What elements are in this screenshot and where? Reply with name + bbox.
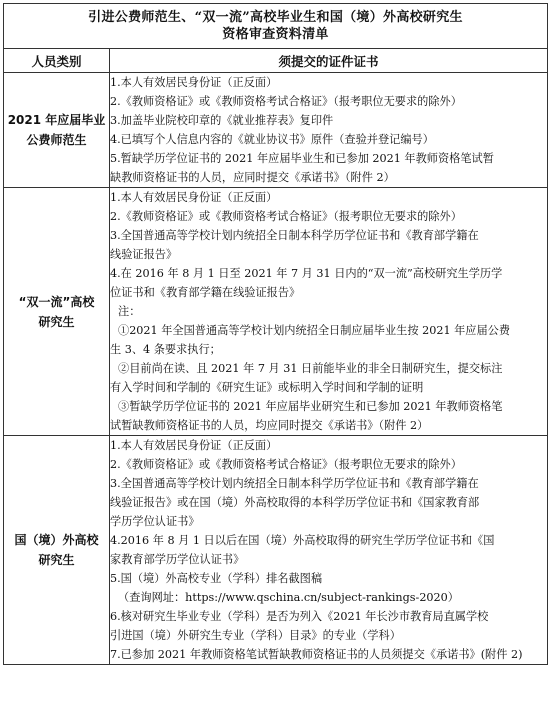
note-line: ②目前尚在读、且 2021 年 7 月 31 日前能毕业的非全日制研究生，提交标注 xyxy=(118,362,503,375)
note-line: 有入学时间和学制的《研究生证》或标明入学时间和学制的证明 xyxy=(110,381,424,394)
requirement-line: 5.暂缺学历学位证书的 2021 年应届毕业生和已参加 2021 年教师资格笔试暂 xyxy=(110,152,494,165)
requirement-line: 线验证报告》 xyxy=(110,248,178,261)
table-row-double-first-class xyxy=(4,188,548,436)
category-line: 研究生 xyxy=(38,553,75,567)
category-line: “双一流”高校 xyxy=(18,294,95,309)
requirement-line: 引进国（境）外研究生专业（学科）目录》的专业（学科） xyxy=(110,629,401,642)
note-line: 试暂缺教师资格证书的人员，均应同时提交《承诺书》（附件 2） xyxy=(110,419,429,432)
documents-cell xyxy=(110,73,548,188)
requirement-line: 学历学位认证书》 xyxy=(110,515,200,528)
category-line: 2021 年应届毕业 xyxy=(7,113,106,127)
table-row-fresh-graduates xyxy=(4,73,548,188)
requirement-line: 1.本人有效居民身份证（正反面） xyxy=(110,439,278,452)
requirement-line: 4.已填写个人信息内容的《就业协议书》原件（查验并登记编号） xyxy=(110,133,434,146)
category-cell xyxy=(4,73,110,188)
requirement-line: 1.本人有效居民身份证（正反面） xyxy=(110,191,278,204)
title-row xyxy=(4,4,548,49)
title-line-2: 资格审查资料清单 xyxy=(222,27,329,42)
category-line: 国（境）外高校 xyxy=(14,533,99,547)
requirement-line: 3.全国普通高等学校计划内统招全日制本科学历学位证书和《教育部学籍在 xyxy=(110,229,479,242)
note-line: ①2021 年全国普通高等学校计划内统招全日制应届毕业生按 2021 年应届公费 xyxy=(118,324,511,337)
requirement-line: 3.全国普通高等学校计划内统招全日制本科学历学位证书和《教育部学籍在 xyxy=(110,477,479,490)
documents-cell xyxy=(110,436,548,665)
header-row xyxy=(4,49,548,73)
query-url-line: （查询网址：https://www.qschina.cn/subject-rankings-2020） xyxy=(118,591,459,604)
requirement-line: 家教育部学历学位认证书》 xyxy=(110,553,245,566)
header-documents: 须提交的证件证书 xyxy=(110,49,548,73)
note-line: 生 3、4 条要求执行； xyxy=(110,343,221,356)
requirement-line: 线验证报告》或在国（境）外高校取得的本科学历学位证书和《国家教育部 xyxy=(110,496,480,509)
note-line: ③暂缺学历学位证书的 2021 年应届毕业研究生和已参加 2021 年教师资格笔 xyxy=(118,400,503,413)
requirement-line: 6.核对研究生毕业专业（学科）是否为列入《2021 年长沙市教育局直属学校 xyxy=(110,610,489,623)
requirement-line: 3.加盖毕业院校印章的《就业推荐表》复印件 xyxy=(110,114,334,127)
title-line-1: 引进公费师范生、“双一流”高校毕业生和国（境）外高校研究生 xyxy=(88,10,463,25)
requirement-line: 2.《教师资格证》或《教师资格考试合格证》（报考职位无要求的除外） xyxy=(110,95,462,108)
requirement-line: 5.国（境）外高校专业（学科）排名截图稿 xyxy=(110,572,323,585)
requirement-line: 1.本人有效居民身份证（正反面） xyxy=(110,76,278,89)
note-label: 注： xyxy=(118,305,141,318)
category-line: 公费师范生 xyxy=(26,133,87,147)
category-line: 研究生 xyxy=(38,314,75,329)
requirement-line: 缺教师资格证书的人员，应同时提交《承诺书》（附件 2） xyxy=(110,171,395,184)
requirement-line: 4.2016 年 8 月 1 日以后在国（境）外高校取得的研究生学历学位证书和《国 xyxy=(110,534,495,547)
requirement-line: 2.《教师资格证》或《教师资格考试合格证》（报考职位无要求的除外） xyxy=(110,210,462,223)
qualification-checklist-table xyxy=(3,3,548,665)
requirement-line: 7.已参加 2021 年教师资格笔试暂缺教师资格证书的人员须提交《承诺书》(附件 2) xyxy=(110,648,523,661)
category-cell xyxy=(4,188,110,436)
header-category: 人员类别 xyxy=(4,49,110,73)
requirement-line: 4.在 2016 年 8 月 1 日至 2021 年 7 月 31 日内的“双一流”高校研究生学历学 xyxy=(110,267,503,280)
document-title xyxy=(4,4,548,49)
table-row-overseas xyxy=(4,436,548,665)
category-cell xyxy=(4,436,110,665)
requirement-line: 2.《教师资格证》或《教师资格考试合格证》（报考职位无要求的除外） xyxy=(110,458,462,471)
requirement-line: 位证书和《教育部学籍在线验证报告》 xyxy=(110,286,301,299)
documents-cell xyxy=(110,188,548,436)
